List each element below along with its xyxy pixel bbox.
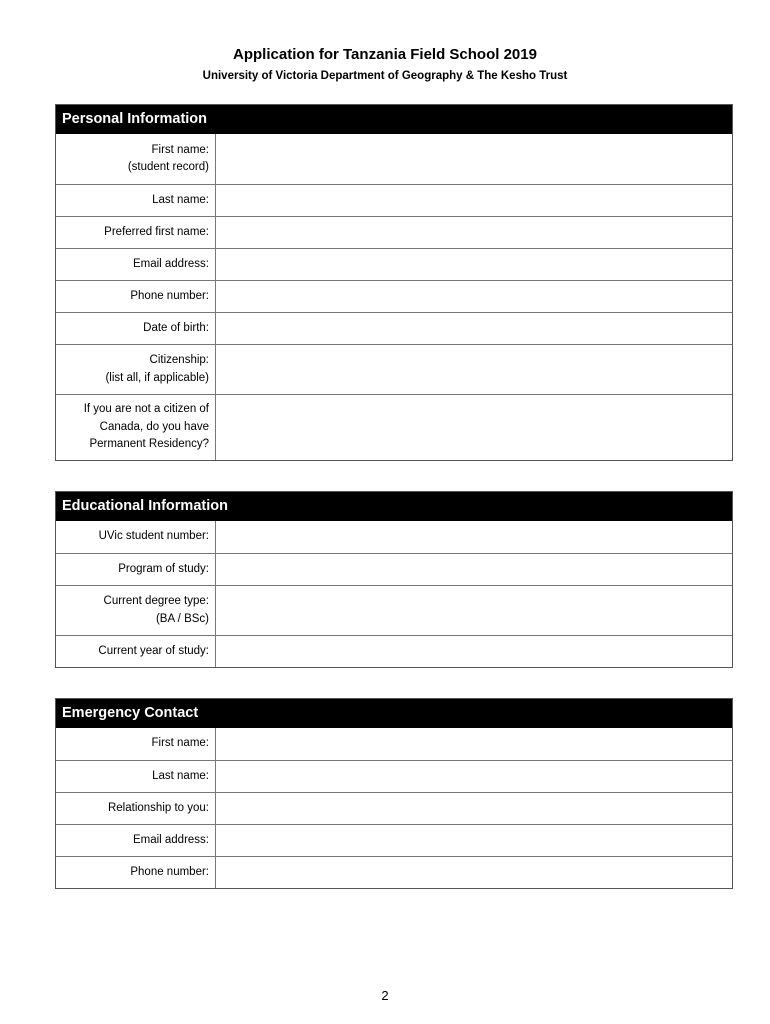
student-number-field[interactable] — [216, 521, 732, 553]
form-row-relationship — [56, 792, 732, 824]
page-subtitle: University of Victoria Department of Geography & The Kesho Trust — [202, 70, 568, 82]
field-label: Program of study: — [56, 554, 216, 585]
field-label: Phone number: — [56, 281, 216, 312]
email-field[interactable] — [216, 249, 732, 280]
field-label: Phone number: — [56, 857, 216, 888]
field-label: Email address: — [56, 249, 216, 280]
form-row-student-number — [56, 521, 732, 553]
degree-type-field[interactable] — [216, 586, 732, 635]
form-row-date-of-birth — [56, 312, 732, 344]
field-label: Current degree type: (BA / BSc) — [56, 586, 216, 635]
form-row-emergency-last-name — [56, 760, 732, 792]
field-label: If you are not a citizen of Canada, do you have Permanent Residency? — [56, 395, 216, 460]
field-label: Last name: — [56, 761, 216, 792]
form-row-preferred-first-name — [56, 216, 732, 248]
form-row-citizenship — [56, 344, 732, 394]
form-row-email — [56, 248, 732, 280]
date-of-birth-field[interactable] — [216, 313, 732, 344]
field-label: Citizenship: (list all, if applicable) — [56, 345, 216, 394]
field-label: Preferred first name: — [56, 217, 216, 248]
form-row-degree-type — [56, 585, 732, 635]
phone-field[interactable] — [216, 281, 732, 312]
form-row-year-of-study — [56, 635, 732, 667]
last-name-field[interactable] — [216, 185, 732, 216]
educational-information-section — [55, 491, 733, 668]
emergency-first-name-field[interactable] — [216, 728, 732, 760]
field-label: First name: (student record) — [56, 134, 216, 184]
field-label: Relationship to you: — [56, 793, 216, 824]
form-row-emergency-email — [56, 824, 732, 856]
relationship-field[interactable] — [216, 793, 732, 824]
field-label: UVic student number: — [56, 521, 216, 553]
page-title: Application for Tanzania Field School 2019 — [233, 46, 537, 63]
year-of-study-field[interactable] — [216, 636, 732, 667]
field-label: Email address: — [56, 825, 216, 856]
field-label: Current year of study: — [56, 636, 216, 667]
emergency-email-field[interactable] — [216, 825, 732, 856]
form-row-emergency-phone — [56, 856, 732, 888]
field-label: Last name: — [56, 185, 216, 216]
form-row-phone — [56, 280, 732, 312]
form-row-permanent-residency — [56, 394, 732, 460]
citizenship-field[interactable] — [216, 345, 732, 394]
personal-information-section — [55, 104, 733, 461]
personal-information-header: Personal Information — [56, 105, 732, 134]
page-number: 2 — [381, 988, 389, 1003]
emergency-last-name-field[interactable] — [216, 761, 732, 792]
emergency-phone-field[interactable] — [216, 857, 732, 888]
form-row-last-name — [56, 184, 732, 216]
program-field[interactable] — [216, 554, 732, 585]
emergency-contact-section — [55, 698, 733, 889]
educational-information-header: Educational Information — [56, 492, 732, 521]
permanent-residency-field[interactable] — [216, 395, 732, 460]
form-row-program — [56, 553, 732, 585]
field-label: Date of birth: — [56, 313, 216, 344]
first-name-field[interactable] — [216, 134, 732, 184]
field-label: First name: — [56, 728, 216, 760]
form-row-emergency-first-name — [56, 728, 732, 760]
form-row-first-name — [56, 134, 732, 184]
emergency-contact-header: Emergency Contact — [56, 699, 732, 728]
preferred-first-name-field[interactable] — [216, 217, 732, 248]
